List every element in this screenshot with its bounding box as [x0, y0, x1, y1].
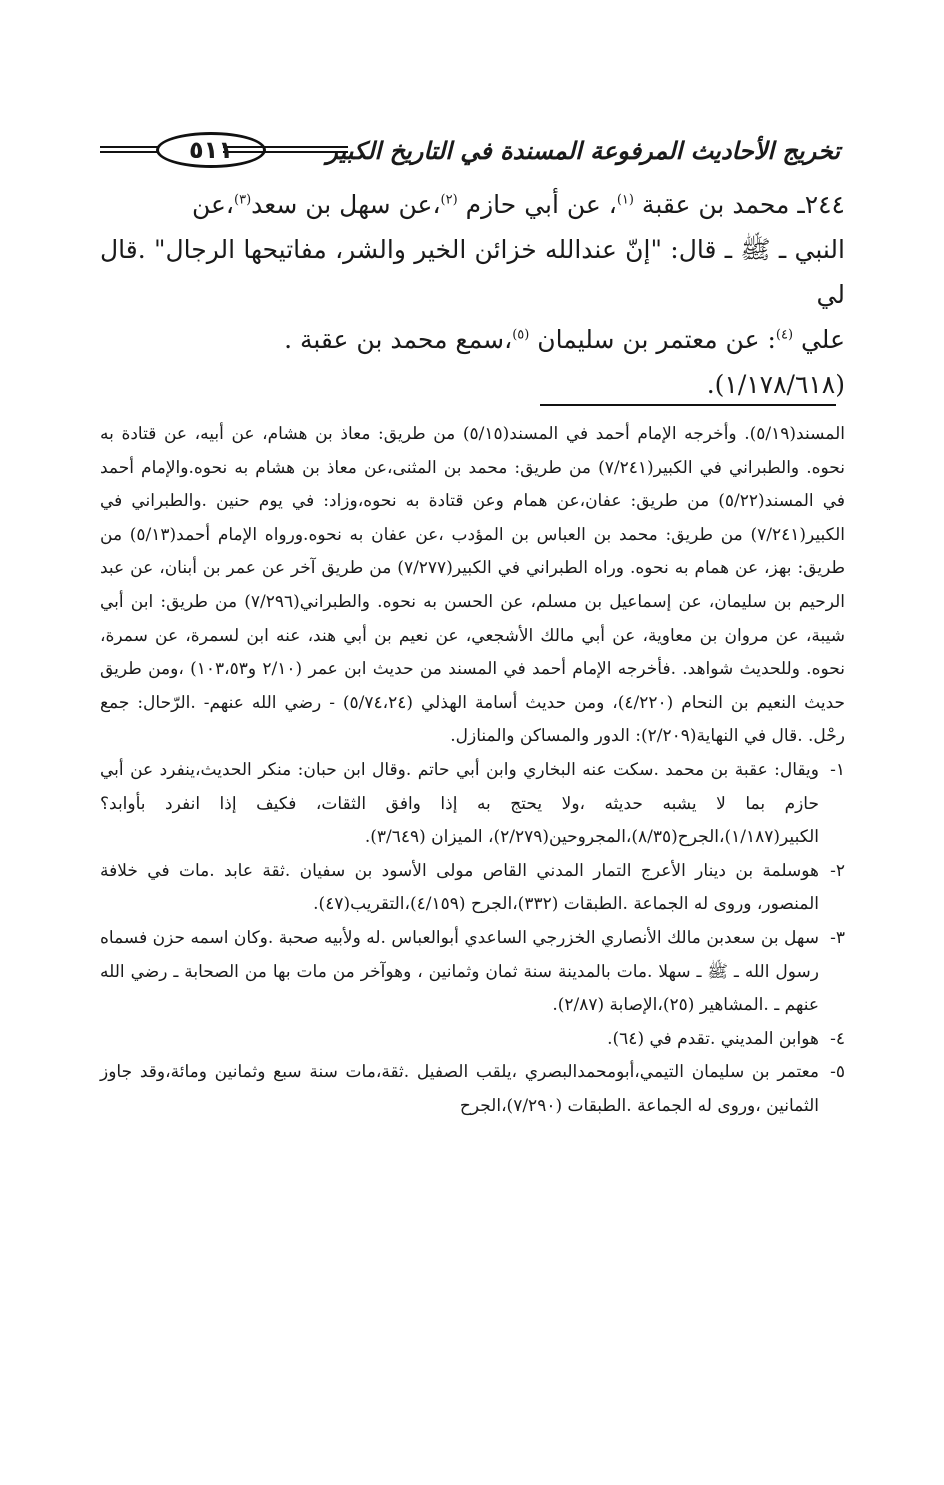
footnote-number: ١-	[830, 759, 845, 780]
footnote-4	[100, 1023, 845, 1057]
page-header	[100, 128, 840, 174]
hadith-text	[100, 182, 845, 407]
header-rule-left	[100, 146, 158, 153]
footnote-number: ٥-	[830, 1062, 845, 1083]
hadith-line-2: النبي ـ ﷺ ـ قال: "إنّ عندالله خزائن الخير والشر، مفاتيحها الرجال" .قال لي	[100, 235, 845, 309]
footnote-intro: المسند(٥/١٩). وأخرجه الإمام أحمد في المسند(٥/١٥) من طريق: معاذ بن هشام، عن أبيه، عن قتادة به نحوه. والطبراني في الكبير(٧/٢٤١) من طريق: محمد بن المثنى،عن معاذ بن هشام به نحوه.والإمام أحمد في المسند(٥/٢٢) من طريق: عفان،عن همام وعن قتادة به نحوه،وزاد: في يوم حنين .والطبراني في الكبير(٧/٢٤١) من طريق: محمد بن العباس بن المؤدب ،عن عفان به نحوه.ورواه الإمام أحمد(٥/١٣) من طريق: بهز، عن همام به نحوه. وراه الطبراني في الكبير(٧/٢٧٧) من طريق آخر عن عمر بن أبنان، عن عبد الرحيم بن سليمان، عن إسماعيل بن مسلم، عن الحسن به نحوه. والطبراني(٧/٢٩٦) من طريق: ابن أبي شيبة، عن مروان بن معاوية، عن أبي مالك الأشجعي، عن نعيم بن أبي هند، عنه ابن لسمرة، عن سمرة، نحوه. وللحديث شواهد. .فأخرجه الإمام أحمد في المسند من حديث ابن عمر (٢/١٠ و١٠٣،٥٣) ،ومن طريق حديث النعيم بن النحام (٤/٢٢٠)، ومن حديث أسامة الهذلي (٥/٧٤،٢٤) - رضي الله عنهم- .الرّحال: جمع رحْل. .قال في النهاية(٢/٢٠٩): الدور والمساكن والمنازل.	[100, 424, 845, 747]
footnotes	[100, 418, 845, 1123]
footnote-number: ٣-	[830, 927, 845, 948]
footnote-text: سهل بن سعدبن مالك الأنصاري الخزرجي الساعدي أبوالعباس .له ولأبيه صحبة .وكان اسمه حزن فسماه رسول الله ـ ﷺ ـ سهلا .مات بالمدينة سنة ثمان وثمانين ، وهوآخر من مات بها من الصحابة ـ رضي الله عنهم ـ .المشاهير (٢٥)،الإصابة (٢/٨٧).	[100, 927, 819, 1016]
hadith-line-3: علي $^{(٤)}$: عن معتمر بن سليمان $^{(٥)}$،سمع محمد بن عقبة .	[284, 325, 845, 354]
footnote-1	[100, 754, 845, 855]
hadith-line-4: (١/١٧٨/٦١٨).	[706, 370, 845, 399]
footnote-2	[100, 855, 845, 922]
footnote-separator	[540, 404, 836, 406]
running-title: تخريج الأحاديث المرفوعة المسندة في التاريخ الكبير	[326, 136, 840, 165]
footnote-5	[100, 1056, 845, 1123]
footnote-3	[100, 922, 845, 1023]
footnote-number: ٢-	[830, 860, 845, 881]
page-number-badge: ٥١١	[156, 132, 266, 168]
footnote-text: هوابن المديني .تقدم في (٦٤).	[607, 1028, 819, 1049]
footnote-text: ويقال: عقبة بن محمد .سكت عنه البخاري وابن أبي حاتم .وقال ابن حبان: منكر الحديث،ينفرد عن أبي حازم بما لا يشبه حديثه ،ولا يحتج به إذا وافق الثقات، فكيف إذا انفرد بأوابد؟ الكبير(١/١٨٧)،الجرح(٨/٣٥)،المجروحين(٢/٢٧٩)، الميزان (٣/٦٤٩).	[100, 759, 819, 848]
footnote-text: معتمر بن سليمان التيمي،أبومحمدالبصري ،يلقب الصفيل .ثقة،مات سنة سبع وثمانين ومائة،وقد جاوز الثمانين ،وروى له الجماعة .الطبقات (٧/٢٩٠)،الجرح	[100, 1062, 819, 1116]
footnote-text: هوسلمة بن دينار الأعرج التمار المدني القاص مولى الأسود بن سفيان .ثقة عابد .مات في خلافة المنصور، وروى له الجماعة .الطبقات (٣٣٢)،الجرح (٤/١٥٩)،التقريب(٤٧).	[100, 860, 819, 915]
footnote-number: ٤-	[830, 1028, 845, 1049]
hadith-line-1: ٢٤٤ـ محمد بن عقبة $^{(١)}$، عن أبي حازم $^{(٢)}$،عن سهل بن سعد$^{(٣)}$،عن	[191, 190, 845, 219]
